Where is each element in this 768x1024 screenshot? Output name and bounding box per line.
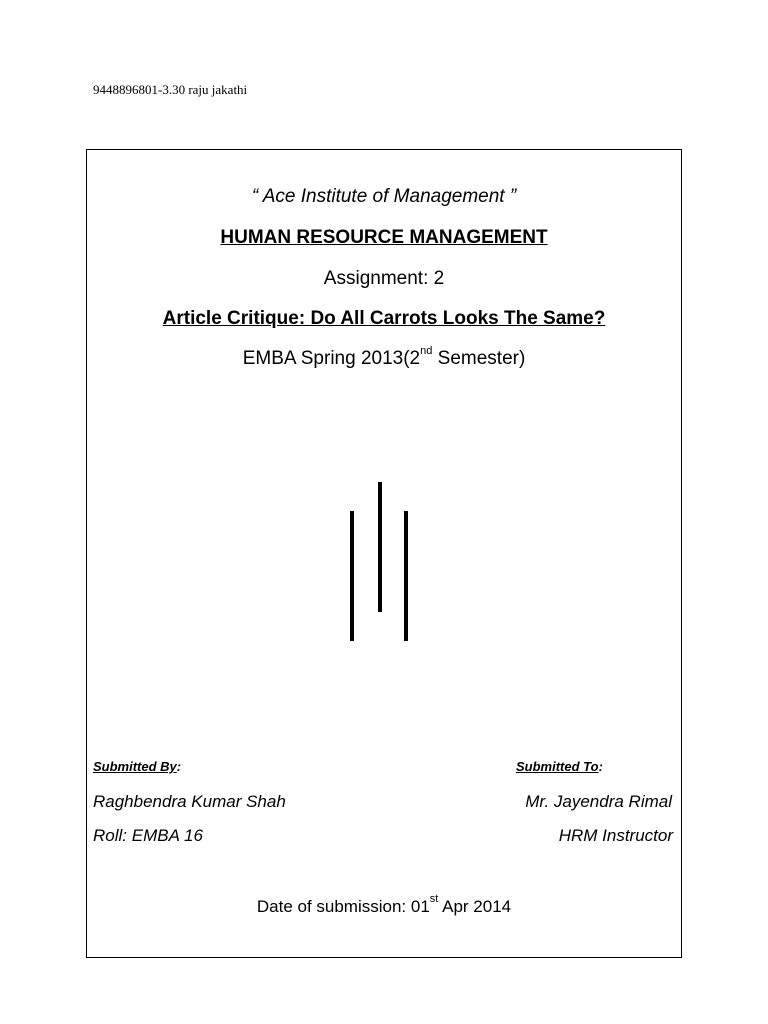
article-title: Article Critique: Do All Carrots Looks The Same? <box>162 308 606 329</box>
recipient-name: Mr. Jayendra Rimal <box>525 792 672 811</box>
institute-name: “ Ace Institute of Management ” <box>251 186 517 207</box>
cover-frame <box>86 149 682 958</box>
header-note: 9448896801-3.30 raju jakathi <box>93 82 248 97</box>
program-superscript: nd <box>420 344 433 357</box>
date-superscript: st <box>429 893 439 906</box>
decorative-bar-right <box>404 511 408 641</box>
date-suffix: Apr 2014 <box>438 897 512 916</box>
submitter-name: Raghbendra Kumar Shah <box>93 792 286 811</box>
decorative-bar-left <box>350 511 354 641</box>
submitter-roll: Roll: EMBA 16 <box>93 826 203 845</box>
program-prefix: EMBA Spring 2013(2 <box>242 348 421 369</box>
date-prefix: Date of submission: 01 <box>256 897 430 916</box>
submitted-to-colon: : <box>598 759 603 774</box>
submitted-by-label <box>93 759 181 774</box>
program-suffix: Semester) <box>432 348 526 369</box>
submitted-to-label <box>516 759 603 774</box>
submitted-by-label-text: Submitted By <box>93 759 177 774</box>
submitted-to-label-text: Submitted To <box>516 759 599 774</box>
assignment-number: Assignment: 2 <box>323 268 445 289</box>
course-title: HUMAN RESOURCE MANAGEMENT <box>220 227 548 248</box>
submitted-by-colon: : <box>176 759 182 774</box>
submission-date <box>87 893 681 917</box>
recipient-role: HRM Instructor <box>558 826 673 845</box>
program-line <box>87 344 681 370</box>
decorative-bar-middle <box>378 482 382 612</box>
